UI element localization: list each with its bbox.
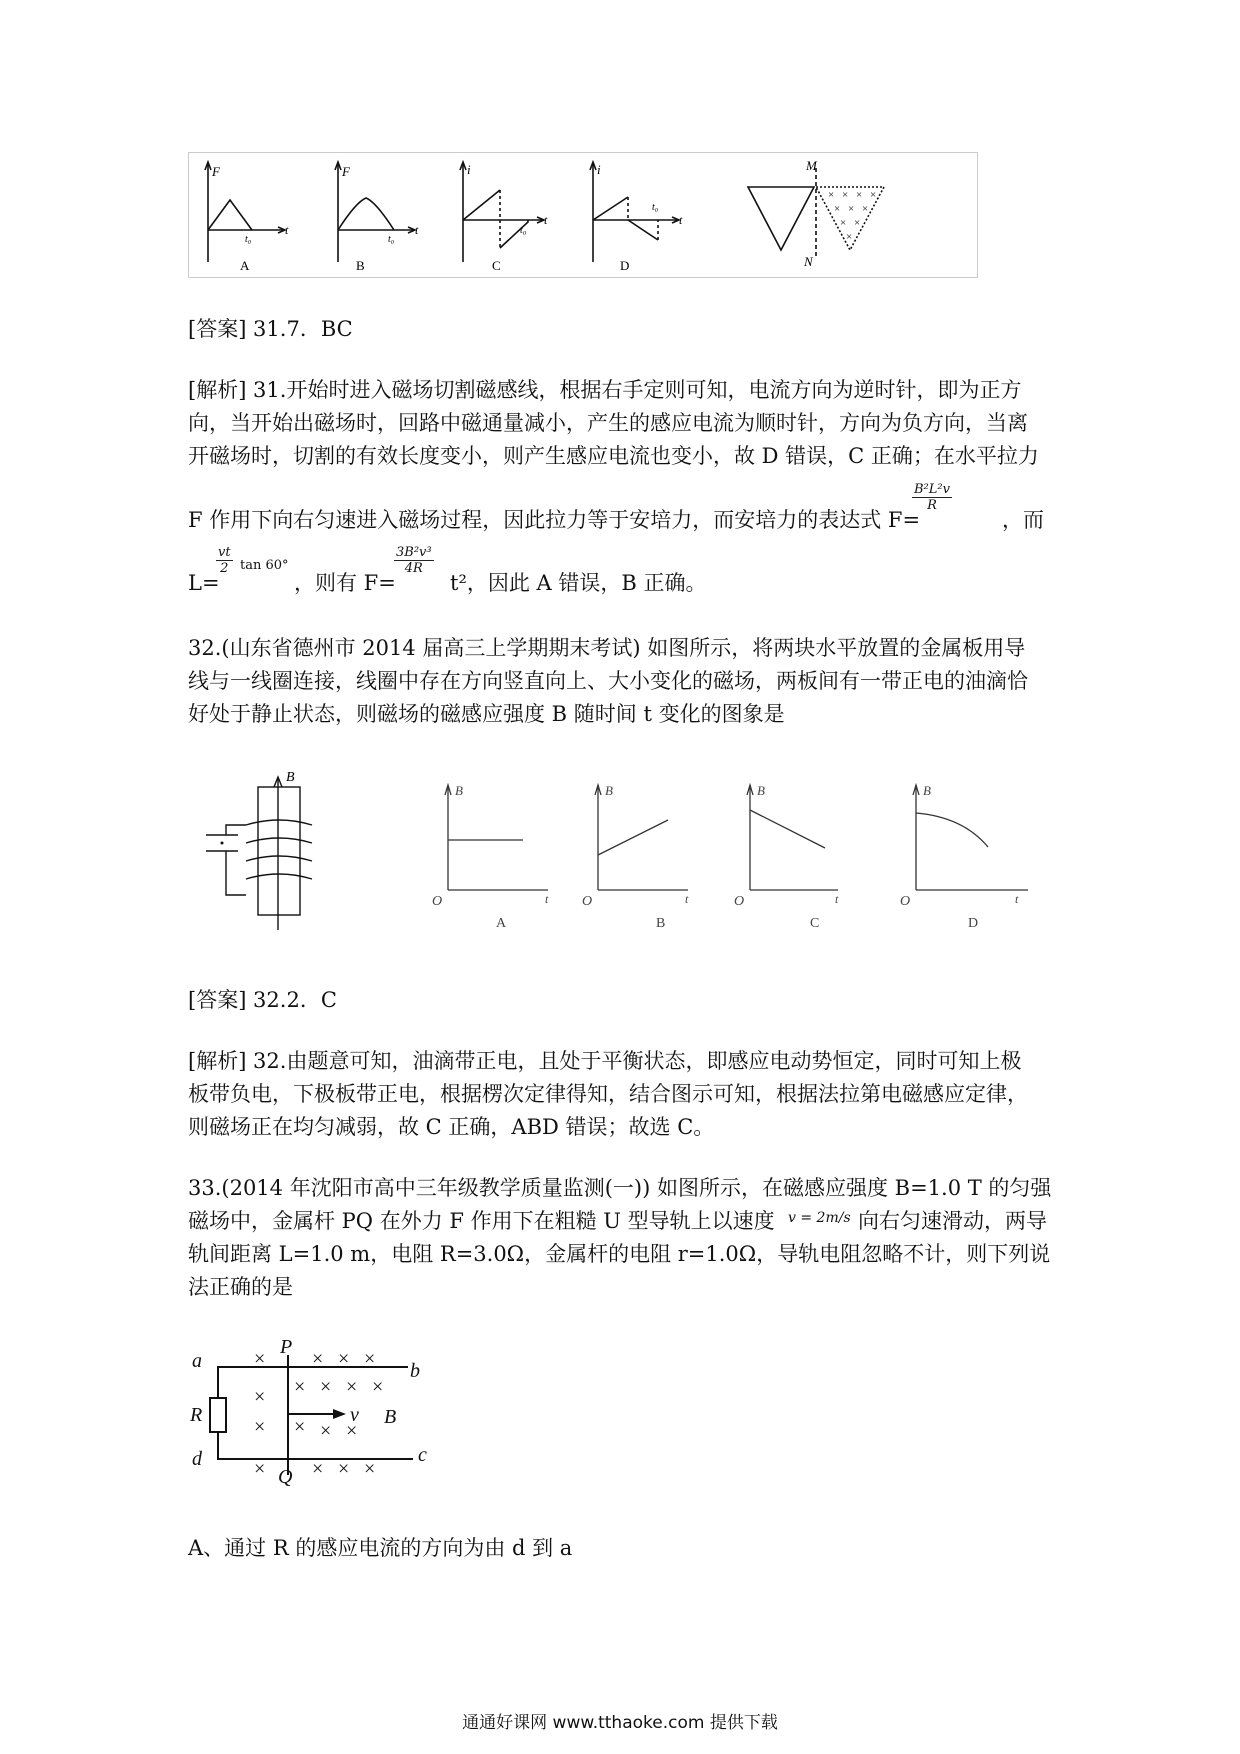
graph-b-t-a [445,785,548,890]
option-a-33: A、通过 R 的感应电流的方向为由 d 到 a [188,1536,573,1560]
analysis-31-line-5-tail: t²，因此 A 错误，B 正确。 [450,571,707,595]
graph-b-t-d [913,785,1028,890]
coil-circuit [206,777,312,930]
svg-text:×: × [856,189,863,201]
u-rail-circuit [210,1355,413,1475]
svg-text:×: × [854,217,861,229]
svg-text:×: × [254,1348,266,1370]
question-33-line-3: 轨间距离 L=1.0 m，电阻 R=3.0Ω，金属杆的电阻 r=1.0Ω，导轨电阻忽略不计，则下列说 [188,1242,1051,1266]
svg-text:×: × [846,231,853,243]
formula-tan: tan 60° [240,558,289,573]
figure-q31-svg [188,152,978,278]
svg-text:×: × [312,1348,324,1370]
svg-text:×: × [828,189,835,201]
formula-denominator: 4R [404,561,423,576]
svg-text:×: × [364,1348,376,1370]
panel-label-c: C [492,258,501,273]
analysis-31-line-1: [解析] 31.开始时进入磁场切割磁感线，根据右手定则可知，电流方向为逆时针，即为正方 [188,378,1022,402]
figure-q31 [188,152,978,278]
label-b: b [410,1360,420,1382]
label-P: P [280,1336,293,1358]
svg-text:×: × [346,1420,358,1442]
analysis-32-line-2: 板带负电，下极板带正电，根据楞次定律得知，结合图示可知，根据法拉第电磁感应定律， [188,1082,1028,1106]
analysis-31-line-4: F 作用下向右匀速进入磁场过程，因此拉力等于安培力，而安培力的表达式 F= [188,508,921,532]
label-d: d [192,1448,202,1470]
panel-label-a: A [496,916,507,931]
axis-label-i: i [597,162,601,177]
svg-text:×: × [320,1376,332,1398]
question-33-line-4: 法正确的是 [188,1275,293,1299]
svg-text:t: t [835,892,839,906]
figure-q33-svg [188,1335,448,1487]
tick-t0: t₀ [520,225,527,236]
axis-label-t: t [679,213,683,227]
svg-text:×: × [372,1376,384,1398]
analysis-31-line-5-mid: ，则有 F= [294,571,396,595]
velocity-formula: v = 2m/s [788,1210,851,1226]
svg-text:O: O [582,894,593,909]
panel-label-c: C [810,916,820,931]
panel-label-a: A [240,258,250,273]
question-33-line-2: 磁场中，金属杆 PQ 在外力 F 作用下在粗糙 U 型导轨上以速度 [188,1209,775,1233]
answer-31: [答案] 31.7．BC [188,317,353,341]
panel-label-b: B [356,258,365,273]
svg-text:t: t [685,892,689,906]
formula-ampere-force [912,482,952,513]
svg-text:t: t [545,892,549,906]
tick-t0: t₀ [388,234,395,245]
svg-text:B: B [605,783,613,798]
figure-q32-svg [188,765,1048,935]
svg-text:×: × [834,203,841,215]
formula-numerator: 3B²v³ [396,545,432,560]
tick-t0: t₀ [652,202,659,213]
svg-text:B: B [923,783,931,798]
svg-text:×: × [338,1348,350,1370]
svg-text:×: × [312,1458,324,1480]
svg-text:O: O [432,894,443,909]
analysis-32-line-1: [解析] 32.由题意可知，油滴带正电，且处于平衡状态，即感应电动势恒定，同时可知上极 [188,1049,1022,1073]
svg-text:×: × [254,1416,266,1438]
graph-c [460,162,544,262]
svg-text:O: O [734,894,745,909]
oil-drop [221,842,224,845]
graph-b-t-b [595,785,688,890]
label-B: B [286,770,295,785]
axis-label-t: t [544,213,548,227]
label-R: R [190,1404,203,1426]
svg-text:×: × [254,1458,266,1480]
graph-d [590,162,679,262]
formula-numerator: B²L²v [914,482,950,497]
formula-numerator: vt [218,545,231,560]
axis-label-F: F [342,164,350,179]
figure-q32 [188,765,1048,935]
formula-denominator: R [927,498,937,513]
velocity-arrow [333,1409,346,1419]
svg-text:×: × [338,1458,350,1480]
svg-text:B: B [455,783,463,798]
panel-label-d: D [620,258,630,273]
graph-b-t-c [747,785,838,890]
axis-label-t: t [285,223,289,237]
axis-label-t: t [415,223,419,237]
formula-force [394,545,434,576]
svg-text:O: O [900,894,911,909]
panel-label-d: D [968,916,979,931]
analysis-31-line-5-start: L= [188,571,220,595]
label-N: N [804,254,813,269]
svg-text:×: × [294,1416,306,1438]
label-B: B [384,1406,397,1428]
svg-text:t: t [1015,892,1019,906]
svg-text:×: × [840,217,847,229]
svg-text:B: B [757,783,765,798]
svg-text:×: × [842,189,849,201]
svg-text:×: × [848,203,855,215]
analysis-32-line-3: 则磁场正在均匀减弱，故 C 正确，ABD 错误；故选 C。 [188,1115,715,1139]
formula-denominator: 2 [220,561,229,576]
label-v: v [350,1404,359,1426]
svg-text:×: × [862,203,869,215]
tick-t0: t₀ [245,234,252,245]
label-Q: Q [278,1466,293,1487]
analysis-31-line-3: 开磁场时，切割的有效长度变小，则产生感应电流也变小，故 D 错误，C 正确；在水平拉力 [188,444,1039,468]
question-32-line-3: 好处于静止状态，则磁场的磁感应强度 B 随时间 t 变化的图象是 [188,702,785,726]
axis-label-F: F [212,164,220,179]
label-a: a [192,1350,202,1372]
label-c: c [418,1444,427,1466]
svg-text:×: × [294,1376,306,1398]
axis-label-i: i [467,162,471,177]
question-32-line-2: 线与一线圈连接，线圈中存在方向竖直向上、大小变化的磁场，两板间有一带正电的油滴恰 [188,669,1028,693]
question-33-line-2-tail: 向右匀速滑动，两导 [858,1209,1047,1233]
page-footer: 通通好课网 www.tthaoke.com 提供下载 [462,1713,778,1733]
question-32-line-1: 32.(山东省德州市 2014 届高三上学期期末考试) 如图所示，将两块水平放置的金属板用导 [188,636,1026,660]
label-M: M [806,158,817,173]
formula-length [216,545,233,576]
svg-text:×: × [254,1386,266,1408]
question-33-line-1: 33.(2014 年沈阳市高中三年级教学质量监测(一)) 如图所示，在磁感应强度 B=1.0 T 的匀强 [188,1176,1052,1200]
svg-text:×: × [870,189,877,201]
svg-text:×: × [320,1420,332,1442]
panel-label-b: B [656,916,666,931]
svg-text:×: × [346,1376,358,1398]
figure-q33 [188,1335,448,1487]
svg-text:×: × [364,1458,376,1480]
analysis-31-line-4-tail: ，而 [1002,508,1044,532]
analysis-31-line-2: 向，当开始出磁场时，回路中磁通量减小，产生的感应电流为顺时针，方向为负方向，当离 [188,411,1028,435]
answer-32: [答案] 32.2．C [188,988,337,1012]
